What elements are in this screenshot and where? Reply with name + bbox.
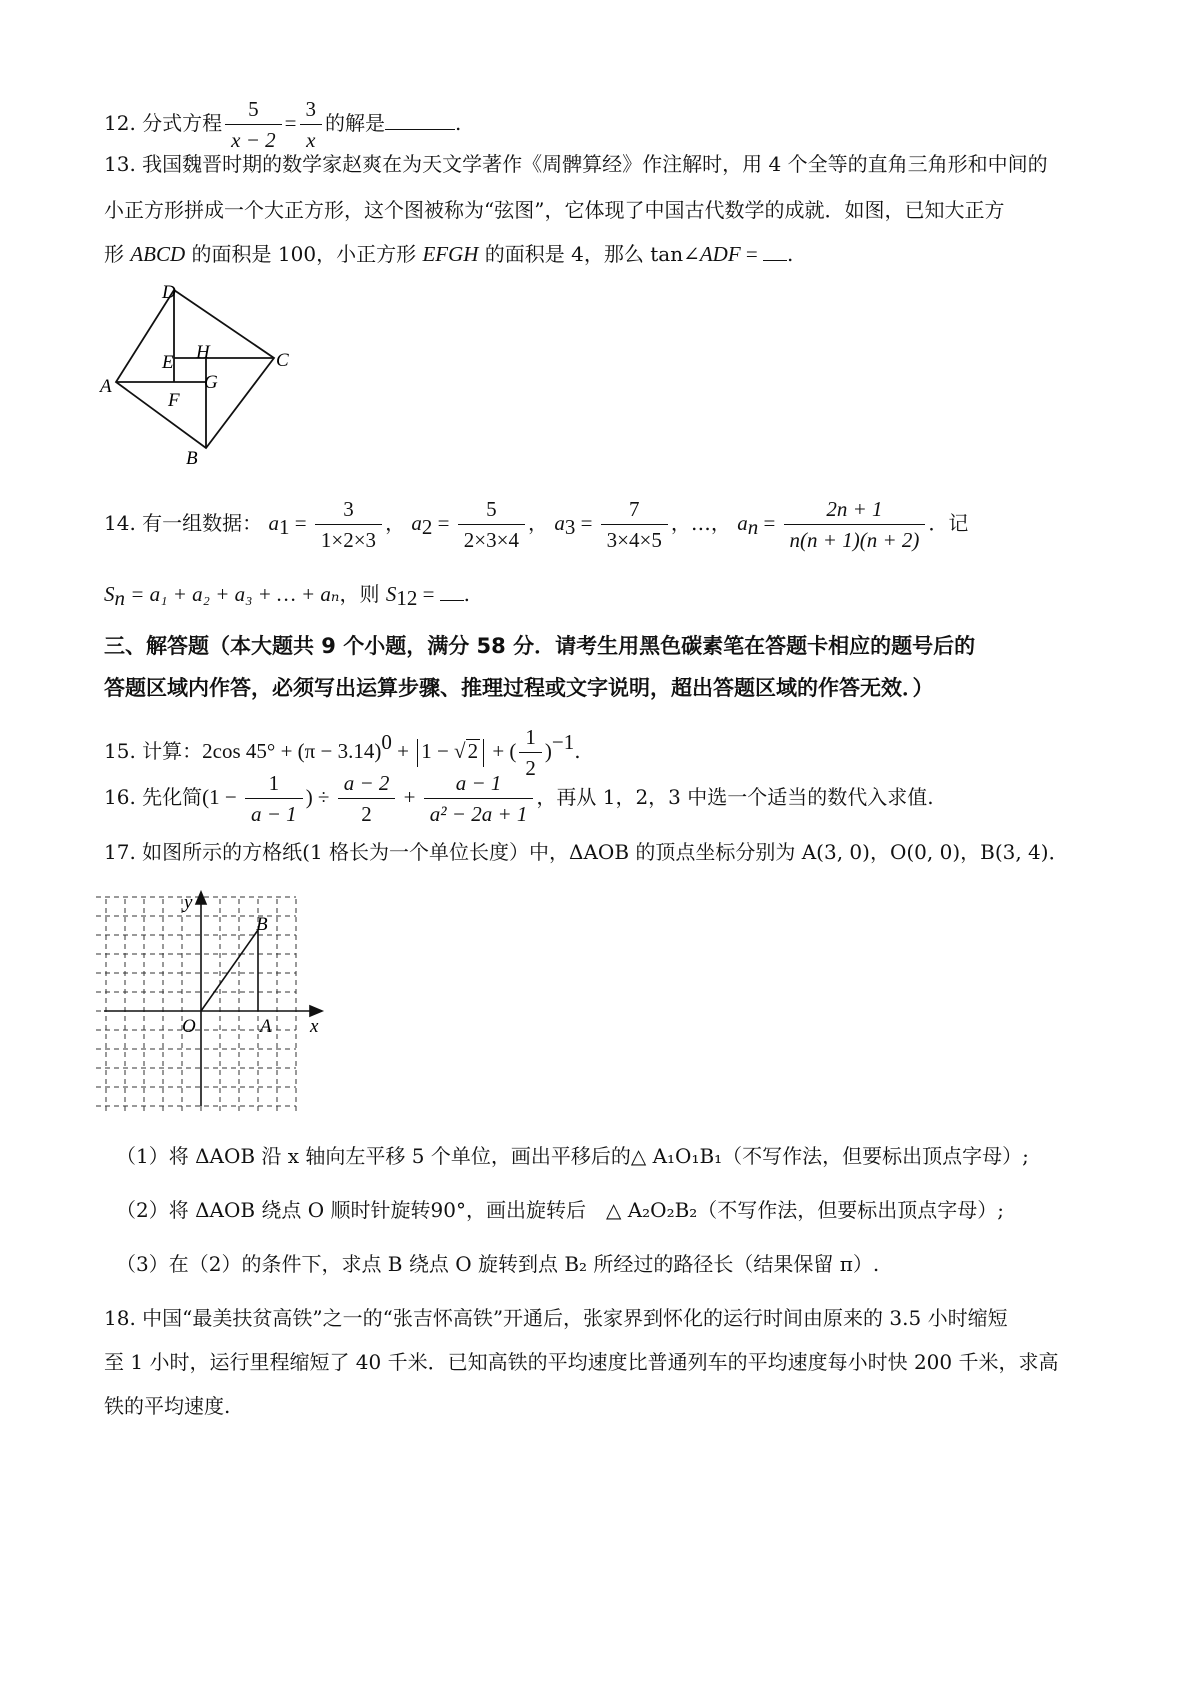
coordinate-grid-figure [96,890,336,1120]
string-diagram-figure [96,278,306,478]
label-B: B [186,448,198,469]
q18-line-1: 18. 中国“最美扶贫高铁”之一的“张吉怀高铁”开通后，张家界到怀化的运行时间由原来的 3.5 小时缩短 [104,1306,1008,1330]
label-H: H [196,342,210,363]
q17-part-2: （2）将 ΔAOB 绕点 O 顺时针旋转90°，画出旋转后 △ A₂O₂B₂（不写作法，但要标出顶点字母）; [116,1198,1005,1222]
q14-line-2: $S_n = a_1 + a_2 + a_3$ + … + aₙ，则 $S_{12}$ = . [104,582,471,610]
q14-fraction-a2: $\frac{5}{2\times 3\times 4}$ [458,494,525,555]
axis-label-x: x [310,1016,319,1037]
q14-fraction-an: $\frac{2n + 1}{n(n + 1)(n + 2)}$ [784,494,926,555]
q16-fraction-2: $\frac{a - 2}{2}$ [338,768,396,829]
q13-line-1: 13. 我国魏晋时期的数学家赵爽在为天文学著作《周髀算经》作注解时，用 4 个全等的直角三角形和中间的 [104,152,1048,176]
q16-fraction-1: $\frac{1}{a - 1}$ [245,768,303,829]
q17-part-1: （1）将 ΔAOB 沿 x 轴向左平移 5 个单位，画出平移后的△ A₁O₁B₁（不写作法，但要标出顶点字母）; [116,1144,1029,1168]
point-label-O: O [182,1016,196,1037]
q16-fraction-3: $\frac{a - 1}{\text{a² − 2a + 1}}$ [424,768,534,829]
q13-line-3: 形 ABCD 的面积是 100，小正方形 EFGH 的面积是 4，那么 tan∠ADF = . [104,242,794,266]
q14-line-1: 14. 有一组数据： $a_1$ = $\frac{3}{1\times 2\times 3}$ ， $a_2$ = $\frac{5}{2\times 3\times 4}$ ， $a_3$ = $\frac{7}{3\times 4\times 5}$ ，…， $a_n$ = $\frac{2n + 1}{n(n + 1)(n + 2)}$ ．记 [104,494,968,555]
q18-line-3: 铁的平均速度. [104,1394,231,1418]
q12-fraction-2: $\frac{3}{x}$ [300,94,323,155]
label-A: A [100,376,112,397]
section-3-heading-line-2: 答题区域内作答，必须写出运算步骤、推理过程或文字说明，超出答题区域的作答无效．） [104,676,934,700]
label-C: C [276,350,289,371]
label-F: F [168,390,180,411]
q17-line: 17. 如图所示的方格纸(1 格长为一个单位长度）中，ΔAOB 的顶点坐标分别为 A(3, 0)，O(0, 0)，B(3, 4)． [104,840,1069,864]
label-G: G [204,372,218,393]
q13-line-2: 小正方形拼成一个大正方形，这个图被称为“弦图”，它体现了中国古代数学的成就．如图，已知大正方 [104,198,1005,222]
q17-part-3: （3）在（2）的条件下，求点 B 绕点 O 旋转到点 B₂ 所经过的路径长（结果保留 π）. [116,1252,880,1276]
q18-line-2: 至 1 小时，运行里程缩短了 40 千米．已知高铁的平均速度比普通列车的平均速度每小时快 200 千米，求高 [104,1350,1059,1374]
q12-text: 分式方程 [142,111,223,135]
answer-blank [763,240,787,261]
axis-label-y: y [184,892,193,913]
q16-line: 16. 先化简(1 − $\frac{1}{a - 1}$ ) ÷ $\frac{a - 2}{2}$ + $\frac{a - 1}{\text{a² − 2a + 1}}$ ，再从 1，2，3 中选一个适当的数代入求值. [104,768,934,829]
point-label-B: B [256,914,268,935]
q12-line: 12. 分式方程 $\frac{5}{x - 2}$ = $\frac{3}{x}$ 的解是 . [104,94,461,155]
point-label-A: A [260,1016,272,1037]
q14-fraction-a3: $\frac{7}{3\times 4\times 5}$ [601,494,668,555]
q12-number: 12. [104,111,136,135]
section-3-heading-line-1: 三、解答题（本大题共 9 个小题，满分 58 分．请考生用黑色碳素笔在答题卡相应的题号后的 [104,634,976,658]
q15-line: 15. 计算：2cos $45^\circ + (\pi - 3.14)^0 + 1 - √2$ + ( $\frac{1}{2}$ )$^{-1}$. [104,722,581,783]
answer-blank [385,109,455,130]
label-D: D [162,282,176,303]
q14-fraction-a1: $\frac{3}{1\times 2\times 3}$ [315,494,382,555]
q15-fraction-half: $\frac{1}{2}$ [519,722,542,783]
answer-blank [440,580,464,601]
q12-fraction-1: $\frac{5}{x - 2}$ [225,94,282,155]
label-E: E [162,352,174,373]
